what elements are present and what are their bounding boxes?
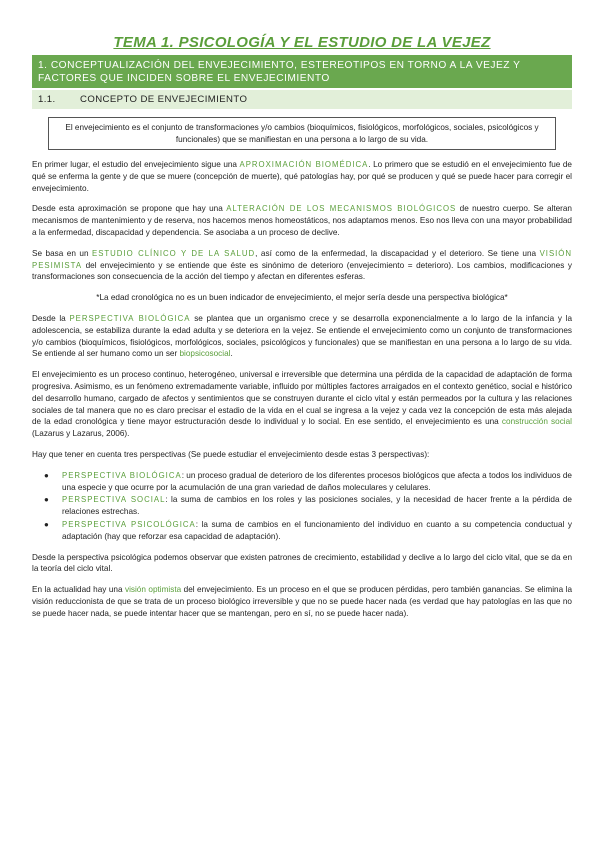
text-run: .	[230, 349, 233, 359]
list-item	[32, 519, 572, 543]
list-item	[32, 470, 572, 494]
bullet-icon: ●	[44, 470, 49, 480]
text-run: Se basa en un	[32, 248, 93, 258]
definition-box: El envejecimiento es el conjunto de transformaciones y/o cambios (bioquímicos, fisiológicos, morfológicos, sociales, psicológicos y funcionales) que se manifiestan en una persona a lo largo de su vida.	[48, 117, 556, 150]
paragraph-optimistic-view	[32, 584, 572, 619]
highlight-term: construcción social	[501, 417, 572, 427]
highlight-term: PERSPECTIVA BIOLÓGICA	[69, 313, 191, 323]
highlight-term: biopsicosocial	[179, 349, 231, 359]
paragraph-continuous-process	[32, 369, 572, 440]
text-run: El envejecimiento es un proceso continuo, heterogéneo, universal e irreversible que determina una pérdida de la capacidad de adaptación de forma progresiva. Asimismo, es un fenómeno extremadamente variable, influido por múltiples factores arraigados en el contexto genético, social e histórico del desarrollo humano, cargado de afectos y sentimientos que se construyen durante el ciclo vital y están permeados por la cultura y las relaciones sociales de tal manera que no es claro precisar el estadio de la vida en el cual se ingresa a la vejez y cada vez la concepción de esta más alejada de la edad cronológica y tiene mayor estructuración desde lo individual y lo social. En ese sentido, el envejecimiento es una	[32, 370, 572, 427]
subsection-heading	[32, 90, 572, 109]
text-run: . Lo primero que se estudió en el envejecimiento fue de qué se enferma la gente y de que se muere (concepción de muerte), qué patologías hay, por qué se producen y qué se puede hacer para corregir el envejecimiento.	[32, 160, 572, 193]
text-run: (Lazarus y Lazarus, 2006).	[32, 429, 130, 439]
bullet-icon: ●	[44, 495, 49, 505]
highlight-term: ALTERACIÓN DE LOS MECANISMOS BIOLÓGICOS	[226, 204, 457, 214]
perspective-text: : un proceso gradual de deterioro de los diferentes procesos biológicos que afecta a todos los individuos de una especie y que ocurre por la acumulación de una gran variedad de daños moleculares y celulares.	[62, 470, 572, 492]
perspectives-list	[32, 470, 572, 543]
text-run: , así como de la enfermedad, la discapacidad y el deterioro. Se tiene una	[255, 248, 540, 258]
perspective-label: PERSPECTIVA BIOLÓGICA	[62, 470, 182, 480]
perspective-text: : la suma de cambios en el funcionamiento del individuo en cuanto a su competencia conductual y adaptación (hay que reforzar esa capacidad de adaptación).	[62, 519, 572, 541]
highlight-term: visión optimista	[124, 585, 182, 595]
text-run: Desde esta aproximación se propone que hay una	[32, 204, 227, 214]
subsection-number: 1.1.	[38, 94, 56, 105]
paragraph-biomedical	[32, 159, 572, 194]
paragraph-clinical-study	[32, 248, 572, 283]
text-run: del envejecimiento y se entiende que éste es sinónimo de deterioro (envejecimiento = deterioro). Los cambios, modificaciones y transformaciones son consecuencia de la acción del tiempo y afectan en diferentes esferas.	[32, 260, 572, 282]
subsection-title: CONCEPTO DE ENVEJECIMIENTO	[80, 94, 248, 105]
perspective-label: PERSPECTIVA PSICOLÓGICA	[62, 519, 196, 529]
perspective-label: PERSPECTIVA SOCIAL	[62, 495, 166, 505]
paragraph-biological-perspective	[32, 313, 572, 360]
paragraph-psychological-patterns: Desde la perspectiva psicológica podemos observar que existen patrones de crecimiento, estabilidad y declive a lo largo del ciclo vital, que se da en la teoría del ciclo vital.	[32, 552, 572, 574]
document-title: TEMA 1. PSICOLOGÍA Y EL ESTUDIO DE LA VEJEZ	[113, 34, 491, 51]
paragraph-perspectives-intro: Hay que tener en cuenta tres perspectivas (Se puede estudiar el envejecimiento desde estas 3 perspectivas):	[32, 449, 430, 459]
text-run: del envejecimiento. Es un proceso en el que se producen pérdidas, pero también ganancias. Se elimina la visión reduccionista de que se trata de un proceso biológico irreversible y que no se puede hacer nada (es verdad que hay patologías en las que no se puede hacer nada, se puede intentar hacer que se mantengan, pero en sí, no se puede hacer nada).	[32, 585, 572, 618]
section-heading: 1. CONCEPTUALIZACIÓN DEL ENVEJECIMIENTO, ESTEREOTIPOS EN TORNO A LA VEJEZ Y FACTORES QUE INCIDEN SOBRE EL ENVEJECIMIENTO	[32, 55, 572, 88]
list-item	[32, 494, 572, 518]
text-run: En la actualidad hay una	[32, 585, 125, 595]
bullet-icon: ●	[44, 519, 49, 529]
text-run: se plantea que un organismo crece y se desarrolla exponencialmente a lo largo de la infancia y la adolescencia, se estabiliza durante la edad adulta y se deteriora en la vejez. Se entiende el envejecimiento como un conjunto de transformaciones y/o cambios (bioquímicos, fisiológicos, morfológicos, sociales, psicológicos y funcionales) que se manifiestan en una persona a lo largo de su vida. Se entiende al ser humano como un ser	[32, 313, 572, 359]
highlight-term: VISIÓN PESIMISTA	[32, 248, 573, 270]
highlight-term: APROXIMACIÓN BIOMÉDICA	[239, 160, 369, 169]
note-quote: *La edad cronológica no es un buen indicador de envejecimiento, el mejor sería desde una perspectiva biológica*	[96, 293, 508, 303]
perspective-text: : la suma de cambios en los roles y las posiciones sociales, y la necesidad de hacer frente a la pérdida de relaciones estrechas.	[62, 495, 572, 517]
paragraph-biological-mechanisms	[32, 203, 572, 238]
text-run: Desde la	[32, 313, 70, 323]
text-run: En primer lugar, el estudio del envejecimiento sigue una	[32, 160, 240, 169]
highlight-term: ESTUDIO CLÍNICO Y DE LA SALUD	[92, 248, 256, 258]
text-run: de nuestro cuerpo. Se alteran mecanismos de mantenimiento y de reserva, nos hacemos menos homeostáticos, nos adaptamos menos. Eso nos lleva con una mayor probabilidad a la enfermedad, discapacidad y dependencia. Se asociaba a un proceso de declive.	[32, 204, 572, 237]
